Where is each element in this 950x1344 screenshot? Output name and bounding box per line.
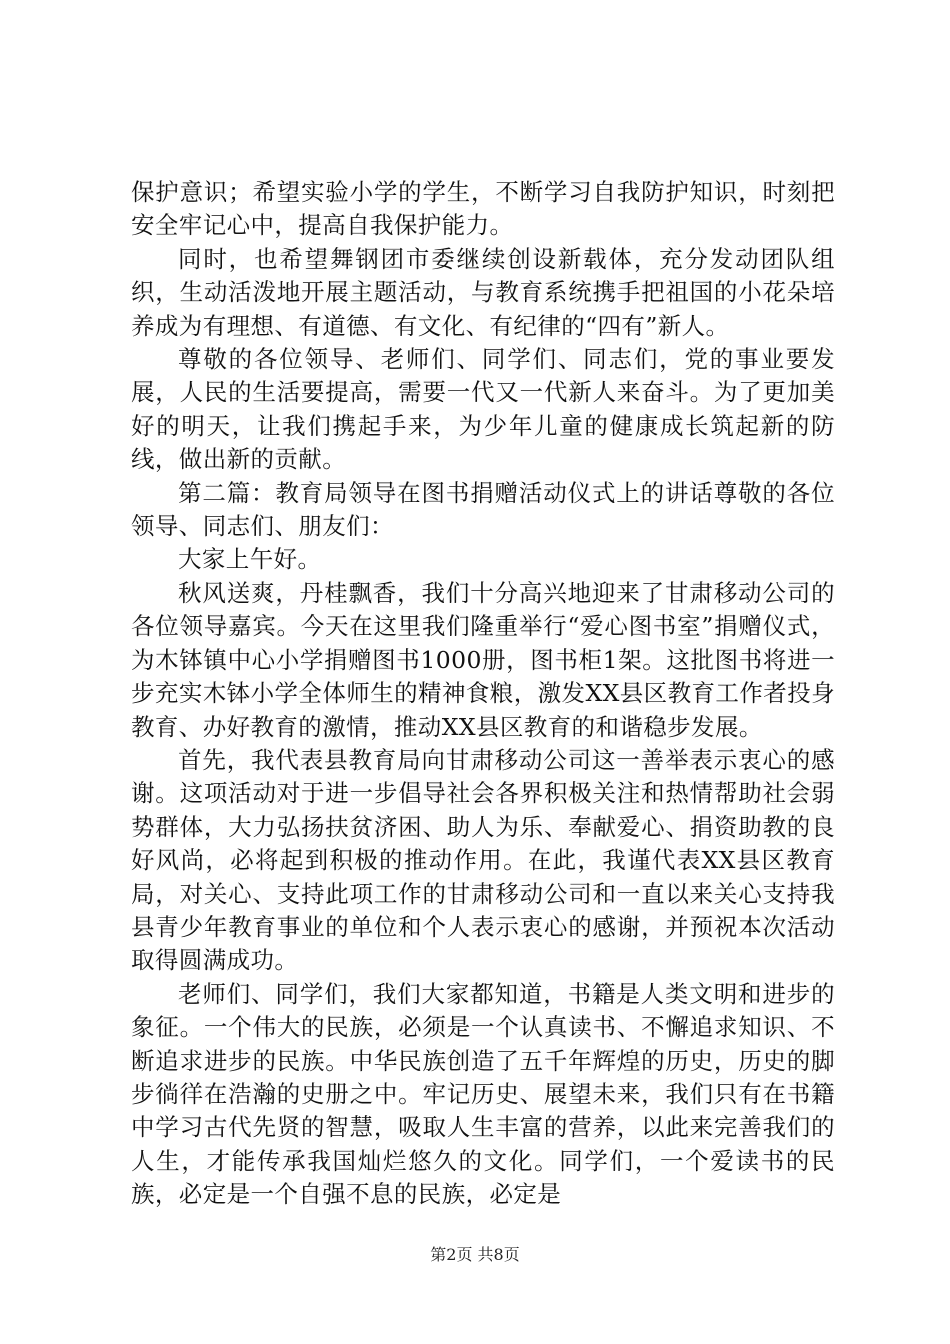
document-body — [131, 176, 835, 1212]
paragraph-1: 保护意识；希望实验小学的学生，不断学习自我防护知识，时刻把安全牢记心中，提高自我保护能力。 — [131, 178, 835, 240]
paragraph-7: 首先，我代表县教育局向甘肃移动公司这一善举表示衷心的感谢。这项活动对于进一步倡导社会各界积极关注和热情帮助社会弱势群体，大力弘扬扶贫济困、助人为乐、奉献爱心、捐资助教的良好风尚，必将起到积极的推动作用。在此，我谨代表XX县区教育局，对关心、支持此项工作的甘肃移动公司和一直以来关心支持我县青少年教育事业的单位和个人表示衷心的感谢，并预祝本次活动取得圆满成功。 — [131, 745, 835, 975]
paragraph-2: 同时，也希望舞钢团市委继续创设新载体，充分发动团队组织，生动活泼地开展主题活动，与教育系统携手把祖国的小花朵培养成为有理想、有道德、有文化、有纪律的“四有”新人。 — [131, 244, 835, 340]
paragraph-3: 尊敬的各位领导、老师们、同学们、同志们，党的事业要发展，人民的生活要提高，需要一代又一代新人来奋斗。为了更加美好的明天，让我们携起手来，为少年儿童的健康成长筑起新的防线，做出新的贡献。 — [131, 345, 835, 474]
paragraph-6: 秋风送爽，丹桂飘香，我们十分高兴地迎来了甘肃移动公司的各位领导嘉宾。今天在这里我们隆重举行“爱心图书室”捐赠仪式，为木钵镇中心小学捐赠图书1000册，图书柜1架。这批图书将进一步充实木钵小学全体师生的精神食粮，激发XX县区教育工作者投身教育、办好教育的激情，推动XX县区教育的和谐稳步发展。 — [131, 578, 835, 741]
section-heading: 第二篇：教育局领导在图书捐赠活动仪式上的讲话尊敬的各位领导、同志们、朋友们： — [131, 478, 835, 541]
greeting: 大家上午好。 — [178, 545, 322, 574]
page-number-footer: 第2页 共8页 — [430, 1245, 520, 1264]
paragraph-8: 老师们、同学们，我们大家都知道，书籍是人类文明和进步的象征。一个伟大的民族，必须是一个认真读书、不懈追求知识、不断追求进步的民族。中华民族创造了五千年辉煌的历史，历史的脚步徜徉在浩瀚的史册之中。牢记历史、展望未来，我们只有在书籍中学习古代先贤的智慧，吸取人生丰富的营养，以此来完善我们的人生，才能传承我国灿烂悠久的文化。同学们，一个爱读书的民族，必定是一个自强不息的民族，必定是 — [131, 979, 835, 1209]
